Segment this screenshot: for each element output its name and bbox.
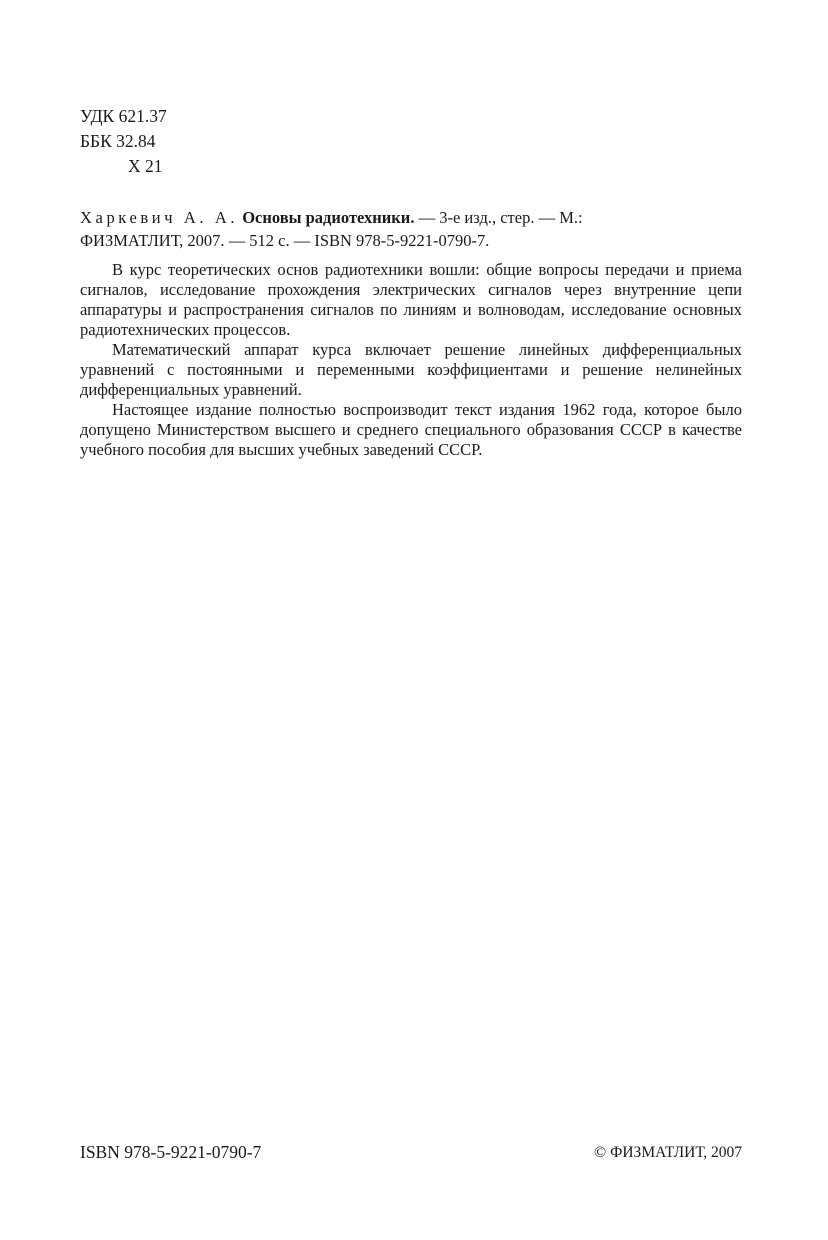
citation-publisher: ФИЗМАТЛИТ, 2007. — 512 с. — ISBN 978-5-9221-0790-7. (80, 231, 490, 250)
abstract-paragraph: Настоящее издание полностью воспроизводит текст издания 1962 года, которое было допущено Министерством высшего и среднего специального образования СССР в качестве учебного пособия для высших учебных заведений СССР. (80, 400, 742, 459)
abstract-paragraph: В курс теоретических основ радиотехники вошли: общие вопросы передачи и приема сигналов, исследование прохождения электрических сигналов через внутренние цепи аппаратуры и распространения сигналов по линиям и волноводам, исследование основных радиотехнических процессов. (80, 260, 742, 339)
copyright-text: ФИЗМАТЛИТ, 2007 (610, 1144, 742, 1161)
citation-author: Харкевич А. А. (80, 208, 239, 227)
citation-title: Основы радиотехники. (242, 208, 415, 227)
bbk-code: ББК 32.84 (80, 131, 156, 151)
bibliographic-citation (80, 206, 742, 252)
copyright-notice (594, 1144, 742, 1162)
abstract-paragraph: Математический аппарат курса включает решение линейных дифференциальных уравнений с постоянными и переменными коэффициентами и решение нелинейных дифференциальных уравнений. (80, 340, 742, 399)
abstract (80, 260, 742, 460)
citation-edition: — 3-е изд., стер. — М.: (414, 208, 583, 227)
classification-block (80, 104, 167, 179)
copyright-icon: © (593, 1144, 607, 1161)
udk-code: УДК 621.37 (80, 106, 167, 126)
isbn-number: ISBN 978-5-9221-0790-7 (80, 1142, 262, 1162)
author-mark: Х 21 (128, 156, 163, 176)
